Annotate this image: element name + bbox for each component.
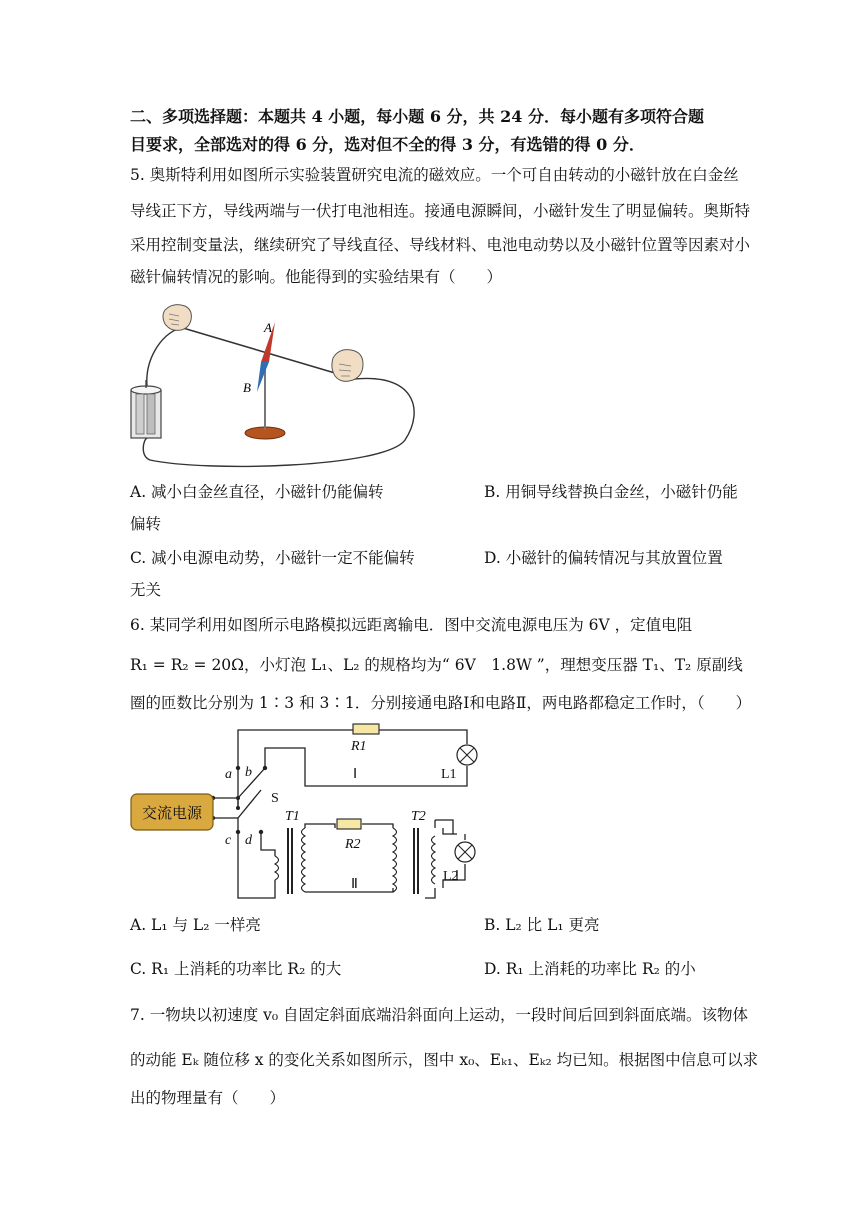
q6-option-c[interactable]: C. R₁ 上消耗的功率比 R₂ 的大 — [130, 960, 342, 978]
oersted-figure — [125, 300, 435, 470]
resistor-r1 — [353, 724, 379, 734]
section-heading-line2: 目要求，全部选对的得 6 分，选对但不全的得 3 分，有选错的得 0 分． — [130, 135, 645, 154]
label-a: a — [225, 767, 232, 782]
label-t2: T2 — [411, 809, 426, 824]
label-d: d — [245, 833, 252, 848]
q5-option-b-continued: 偏转 — [130, 515, 162, 533]
transmission-circuit-figure — [125, 720, 495, 900]
q5-option-a[interactable]: A. 减小白金丝直径，小磁针仍能偏转 — [130, 483, 384, 501]
q6-option-a[interactable]: A. L₁ 与 L₂ 一样亮 — [130, 916, 261, 934]
q6-text-line3: 圈的匝数比分别为 1∶3 和 3∶1．分别接通电路Ⅰ和电路Ⅱ，两电路都稳定工作时，（ ） — [130, 694, 752, 712]
label-t1: T1 — [285, 809, 300, 824]
label-circuit1: Ⅰ — [353, 767, 358, 782]
label-switch: S — [271, 791, 279, 806]
q5-text-line2: 导线正下方，导线两端与一伏打电池相连。接通电源瞬间，小磁针发生了明显偏转。奥斯特 — [130, 202, 751, 220]
label-c: c — [225, 833, 232, 848]
left-hand-icon — [163, 305, 191, 331]
right-hand-icon — [332, 350, 363, 382]
label-b: b — [245, 765, 252, 780]
transformer-t2-icon — [393, 828, 435, 894]
q7-text-line3: 出的物理量有（ ） — [130, 1089, 286, 1107]
q5-text-line3: 采用控制变量法，继续研究了导线直径、导线材料、电池电动势以及小磁针位置等因素对小 — [130, 236, 751, 254]
section-heading-line1: 二、多项选择题：本题共 4 小题，每小题 6 分，共 24 分．每小题有多项符合题 — [130, 107, 704, 126]
wire-return — [143, 378, 414, 466]
lamp-l1-icon — [457, 745, 477, 765]
label-l2: L2 — [443, 869, 459, 884]
lamp-l2-icon — [455, 842, 475, 862]
label-l1: L1 — [441, 767, 457, 782]
label-circuit2: Ⅱ — [351, 877, 358, 892]
needle-label-a: A — [264, 320, 272, 335]
ac-source-label: 交流电源 — [141, 804, 203, 822]
q6-option-d[interactable]: D. R₁ 上消耗的功率比 R₂ 的小 — [484, 960, 696, 978]
q5-text-line1: 5. 奥斯特利用如图所示实验装置研究电流的磁效应。一个可自由转动的小磁针放在白金丝 — [130, 166, 739, 184]
q6-text-line1: 6. 某同学利用如图所示电路模拟远距离输电．图中交流电源电压为 6V ，定值电阻 — [130, 616, 693, 634]
q6-option-b[interactable]: B. L₂ 比 L₁ 更亮 — [484, 916, 600, 934]
q7-text-line1: 7. 一物块以初速度 v₀ 自固定斜面底端沿斜面向上运动，一段时间后回到斜面底端。该物体 — [130, 1006, 749, 1024]
transformer-t1-icon — [275, 828, 305, 894]
q5-option-c[interactable]: C. 减小电源电动势，小磁针一定不能偏转 — [130, 549, 415, 567]
wire-left — [147, 328, 180, 386]
compass-needle-icon — [245, 322, 285, 439]
label-r2: R2 — [345, 837, 361, 852]
needle-label-b: B — [243, 380, 251, 395]
q7-text-line2: 的动能 Eₖ 随位移 x 的变化关系如图所示，图中 x₀、Eₖ₁、Eₖ₂ 均已知。根据图中信息可以求 — [130, 1051, 759, 1069]
resistor-r2 — [337, 819, 361, 829]
q6-text-line2: R₁ = R₂ = 20Ω，小灯泡 L₁、L₂ 的规格均为“ 6V 1.8W ”，理想变压器 T₁、T₂ 原副线 — [130, 656, 743, 674]
q5-option-b[interactable]: B. 用铜导线替换白金丝，小磁针仍能 — [484, 483, 738, 501]
q5-option-d-continued: 无关 — [130, 581, 162, 599]
q5-text-line4: 磁针偏转情况的影响。他能得到的实验结果有（ ） — [130, 268, 503, 286]
q5-option-d[interactable]: D. 小磁针的偏转情况与其放置位置 — [484, 549, 723, 567]
label-r1: R1 — [351, 739, 367, 754]
battery-icon — [131, 380, 161, 438]
